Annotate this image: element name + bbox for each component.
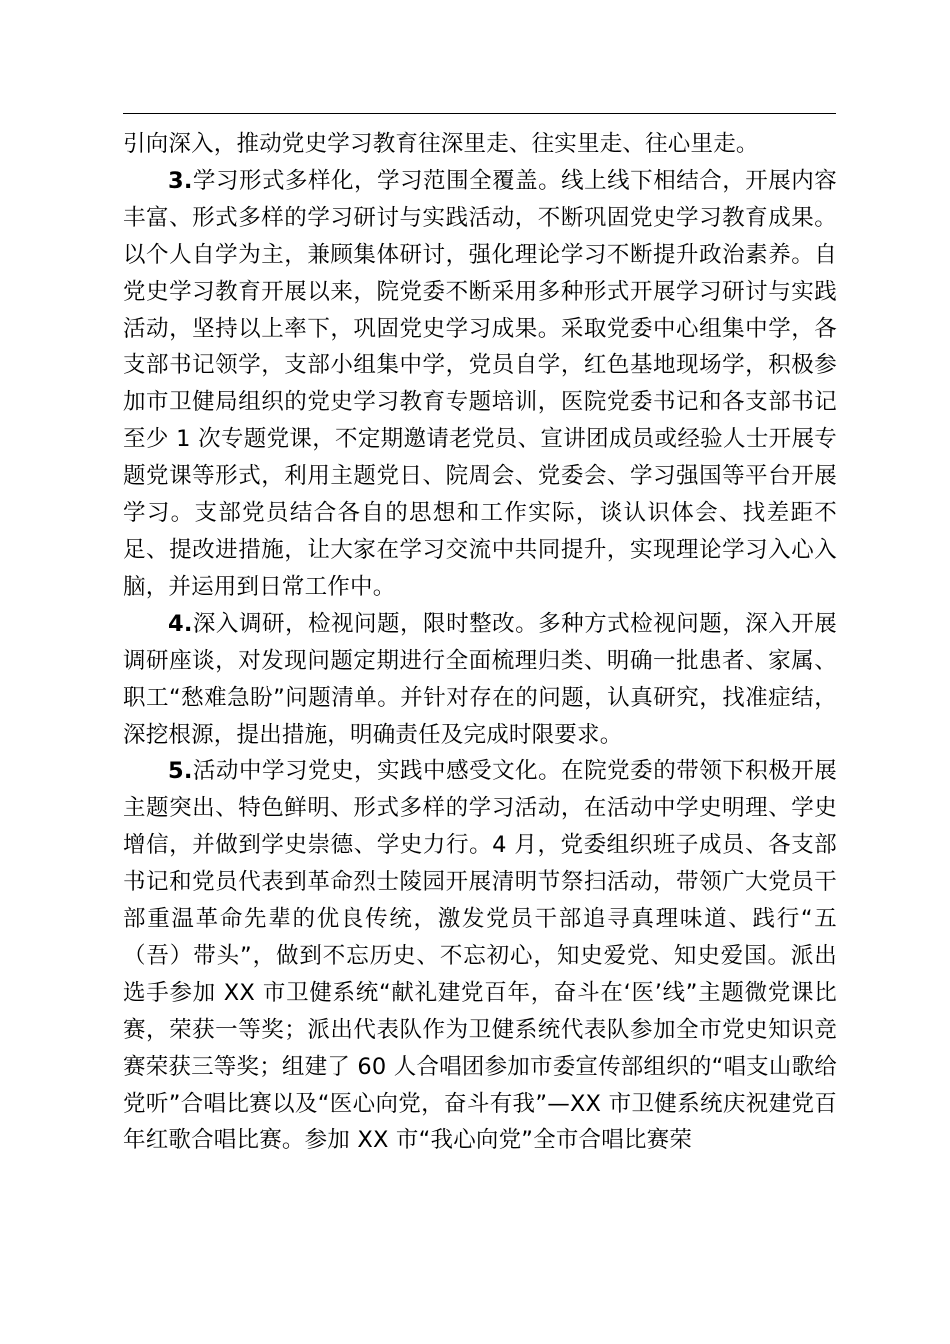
- header-rule: [123, 113, 836, 114]
- paragraph-number: 4.: [168, 610, 193, 637]
- paragraph-text: 引向深入，推动党史学习教育往深里走、往实里走、往心里走。: [123, 131, 759, 157]
- body-text: [123, 126, 837, 1159]
- paragraph-text: 活动中学习党史，实践中感受文化。在院党委的带领下积极开展主题突出、特色鲜明、形式多样的学习活动，在活动中学史明理、学史增信，并做到学史崇德、学史力行。4 月，党委组织班子成员、各支部书记和党员代表到革命烈士陵园开展清明节祭扫活动，带领广大党员干部重温革命先辈的优良传统，激发党员干部追寻真理味道、践行“五（吾）带头”，做到不忘历史、不忘初心，知史爱党、知史爱国。派出选手参加 XX 市卫健系统“献礼建党百年，奋斗在‘医’线”主题微党课比赛，荣获一等奖；派出代表队作为卫健系统代表队参加全市党史知识竞赛荣获三等奖；组建了 60 人合唱团参加市委宣传部组织的“唱支山歌给党听”合唱比赛以及“医心向党，奋斗有我”—XX 市卫健系统庆祝建党百年红歌合唱比赛。参加 XX 市“我心向党”全市合唱比赛荣: [123, 758, 837, 1154]
- paragraph-continuation: [123, 126, 837, 163]
- paragraph-item-5: [123, 753, 837, 1159]
- paragraph-text: 学习形式多样化，学习范围全覆盖。线上线下相结合，开展内容丰富、形式多样的学习研讨与实践活动，不断巩固党史学习教育成果。以个人自学为主，兼顾集体研讨，强化理论学习不断提升政治素养。自党史学习教育开展以来，院党委不断采用多种形式开展学习研讨与实践活动，坚持以上率下，巩固党史学习成果。采取党委中心组集中学，各支部书记领学，支部小组集中学，党员自学，红色基地现场学，积极参加市卫健局组织的党史学习教育专题培训，医院党委书记和各支部书记至少 1 次专题党课，不定期邀请老党员、宣讲团成员或经验人士开展专题党课等形式，利用主题党日、院周会、党委会、学习强国等平台开展学习。支部党员结合各自的思想和工作实际，谈认识体会、找差距不足、提改进措施，让大家在学习交流中共同提升，实现理论学习入心入脑，并运用到日常工作中。: [123, 167, 837, 600]
- paragraph-item-4: [123, 606, 837, 754]
- paragraph-number: 5.: [168, 758, 193, 785]
- paragraph-item-3: [123, 163, 837, 606]
- paragraph-number: 3.: [168, 167, 193, 194]
- paragraph-text: 深入调研，检视问题，限时整改。多种方式检视问题，深入开展调研座谈，对发现问题定期进行全面梳理归类、明确一批患者、家属、职工“愁难急盼”问题清单。并针对存在的问题，认真研究，找准症结，深挖根源，提出措施，明确责任及完成时限要求。: [123, 610, 837, 748]
